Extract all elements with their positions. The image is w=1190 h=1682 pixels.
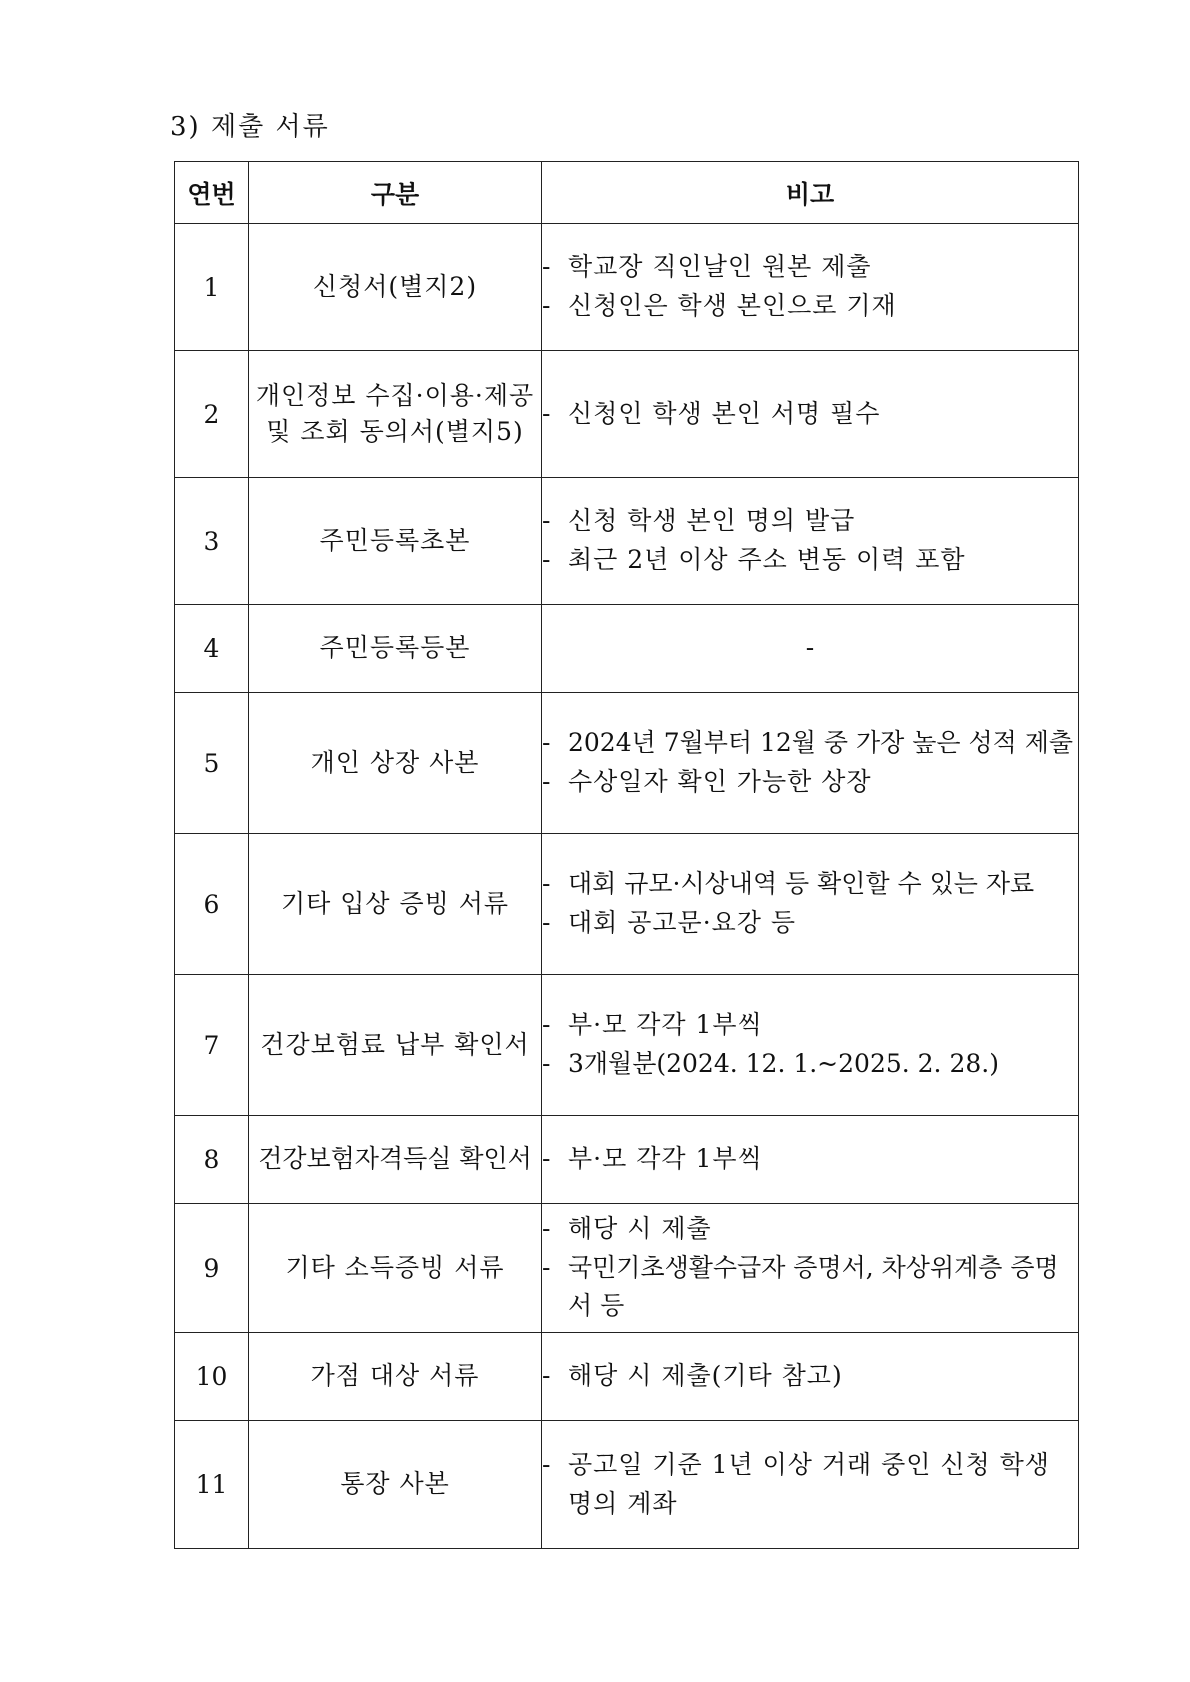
- dash-bullet: -: [542, 252, 551, 282]
- row-notes: [542, 975, 1079, 1116]
- row-category: [249, 478, 542, 605]
- row-category: [249, 693, 542, 834]
- header-category: 구분: [249, 162, 542, 224]
- note-item: [542, 502, 1078, 541]
- dash-bullet: -: [542, 1010, 551, 1040]
- note-text: 대회 공고문·요강 등: [568, 908, 797, 937]
- row-notes: [542, 1116, 1079, 1204]
- note-text: 신청인은 학생 본인으로 기재: [568, 291, 897, 320]
- table-row: [175, 1116, 1079, 1204]
- row-category: [249, 1116, 542, 1204]
- row-notes: [542, 693, 1079, 834]
- dash-bullet: -: [542, 1361, 551, 1391]
- note-item: [542, 1006, 1078, 1045]
- category-text: 건강보험자격득실 확인서: [258, 1144, 532, 1174]
- row-notes: [542, 351, 1079, 478]
- dash-bullet: -: [542, 545, 551, 574]
- category-text: 가점 대상 서류: [310, 1361, 480, 1391]
- note-item: [542, 1210, 1078, 1249]
- row-number: 6: [175, 834, 249, 975]
- note-item: [542, 904, 1078, 943]
- row-category: [249, 224, 542, 351]
- note-text: 2024년 7월부터 12월 중 가장 높은 성적 제출: [568, 728, 1074, 758]
- category-text: 통장 사본: [340, 1469, 450, 1499]
- row-number: 7: [175, 975, 249, 1116]
- note-item: [542, 724, 1078, 763]
- table-row: [175, 224, 1079, 351]
- category-text: 주민등록초본: [319, 525, 471, 555]
- row-category: [249, 834, 542, 975]
- dash-bullet: -: [542, 767, 551, 796]
- dash-bullet: -: [542, 869, 551, 899]
- category-text: 및 조회 동의서(별지5): [266, 417, 524, 446]
- header-no: 연번: [175, 162, 249, 224]
- category-text: 신청서(별지2): [312, 271, 478, 301]
- category-text: 건강보험료 납부 확인서: [260, 1029, 530, 1059]
- row-number: 4: [175, 605, 249, 693]
- note-text: 수상일자 확인 가능한 상장: [568, 767, 872, 796]
- note-text: 국민기초생활수급자 증명서, 차상위계층 증명서 등: [568, 1252, 1059, 1321]
- note-item: [542, 1357, 1078, 1396]
- note-item: [542, 287, 1078, 326]
- table-row: [175, 834, 1079, 975]
- submission-documents-table: [174, 161, 1079, 1549]
- category-text: 개인 상장 사본: [310, 747, 480, 777]
- note-item: [542, 248, 1078, 287]
- dash-bullet: -: [542, 398, 551, 428]
- note-text: 대회 규모·시상내역 등 확인할 수 있는 자료: [568, 869, 1035, 899]
- row-notes: [542, 478, 1079, 605]
- note-text: 3개월분(2024. 12. 1.~2025. 2. 28.): [568, 1049, 999, 1078]
- note-text: 최근 2년 이상 주소 변동 이력 포함: [568, 545, 966, 574]
- row-notes: [542, 224, 1079, 351]
- dash-bullet: -: [542, 1252, 551, 1282]
- category-text: 기타 소득증빙 서류: [285, 1252, 505, 1282]
- table-row: [175, 693, 1079, 834]
- note-text: 해당 시 제출(기타 참고): [568, 1361, 843, 1391]
- dash-bullet: -: [542, 908, 551, 937]
- note-item: [542, 1446, 1078, 1524]
- table-header-row: [175, 162, 1079, 224]
- table-row: [175, 1333, 1079, 1421]
- row-number: 5: [175, 693, 249, 834]
- row-category: [249, 605, 542, 693]
- row-number: 2: [175, 351, 249, 478]
- note-item: [542, 763, 1078, 802]
- note-text: 신청인 학생 본인 서명 필수: [568, 398, 881, 428]
- row-notes: [542, 834, 1079, 975]
- table-row: [175, 478, 1079, 605]
- row-notes: -: [542, 605, 1079, 693]
- note-item: [542, 1045, 1078, 1084]
- row-category: [249, 351, 542, 478]
- table-row: [175, 1421, 1079, 1549]
- row-number: 9: [175, 1204, 249, 1333]
- category-text: 기타 입상 증빙 서류: [280, 888, 510, 918]
- table-row: [175, 1204, 1079, 1333]
- header-notes: 비고: [542, 162, 1079, 224]
- row-category: [249, 1421, 542, 1549]
- dash-bullet: -: [542, 1049, 551, 1078]
- table-row: [175, 605, 1079, 693]
- category-text: 개인정보 수집·이용·제공: [255, 380, 535, 410]
- note-text: 학교장 직인날인 원본 제출: [568, 252, 872, 282]
- row-number: 11: [175, 1421, 249, 1549]
- row-number: 10: [175, 1333, 249, 1421]
- note-text: 신청 학생 본인 명의 발급: [568, 506, 856, 536]
- dash-bullet: -: [542, 1449, 551, 1479]
- section-title: 3) 제출 서류: [170, 112, 330, 142]
- dash-bullet: -: [542, 728, 551, 758]
- row-category: [249, 1333, 542, 1421]
- row-number: 3: [175, 478, 249, 605]
- row-number: 1: [175, 224, 249, 351]
- note-text: 공고일 기준 1년 이상 거래 중인 신청 학생 명의 계좌: [568, 1449, 1050, 1518]
- dash-bullet: -: [542, 1144, 551, 1174]
- row-category: [249, 1204, 542, 1333]
- note-item: [542, 865, 1078, 904]
- note-item: [542, 1140, 1078, 1179]
- row-category: [249, 975, 542, 1116]
- row-notes: [542, 1333, 1079, 1421]
- note-text: 해당 시 제출: [568, 1213, 712, 1243]
- note-item: [542, 1249, 1078, 1327]
- dash-bullet: -: [542, 506, 551, 536]
- row-notes: [542, 1204, 1079, 1333]
- row-number: 8: [175, 1116, 249, 1204]
- note-item: [542, 541, 1078, 580]
- row-notes: [542, 1421, 1079, 1549]
- table-row: [175, 975, 1079, 1116]
- note-text: 부·모 각각 1부씩: [568, 1144, 763, 1174]
- dash-bullet: -: [542, 1213, 551, 1243]
- table-row: [175, 351, 1079, 478]
- dash-bullet: -: [542, 291, 551, 320]
- category-text: 주민등록등본: [319, 633, 471, 663]
- note-item: [542, 395, 1078, 434]
- note-text: 부·모 각각 1부씩: [568, 1010, 763, 1040]
